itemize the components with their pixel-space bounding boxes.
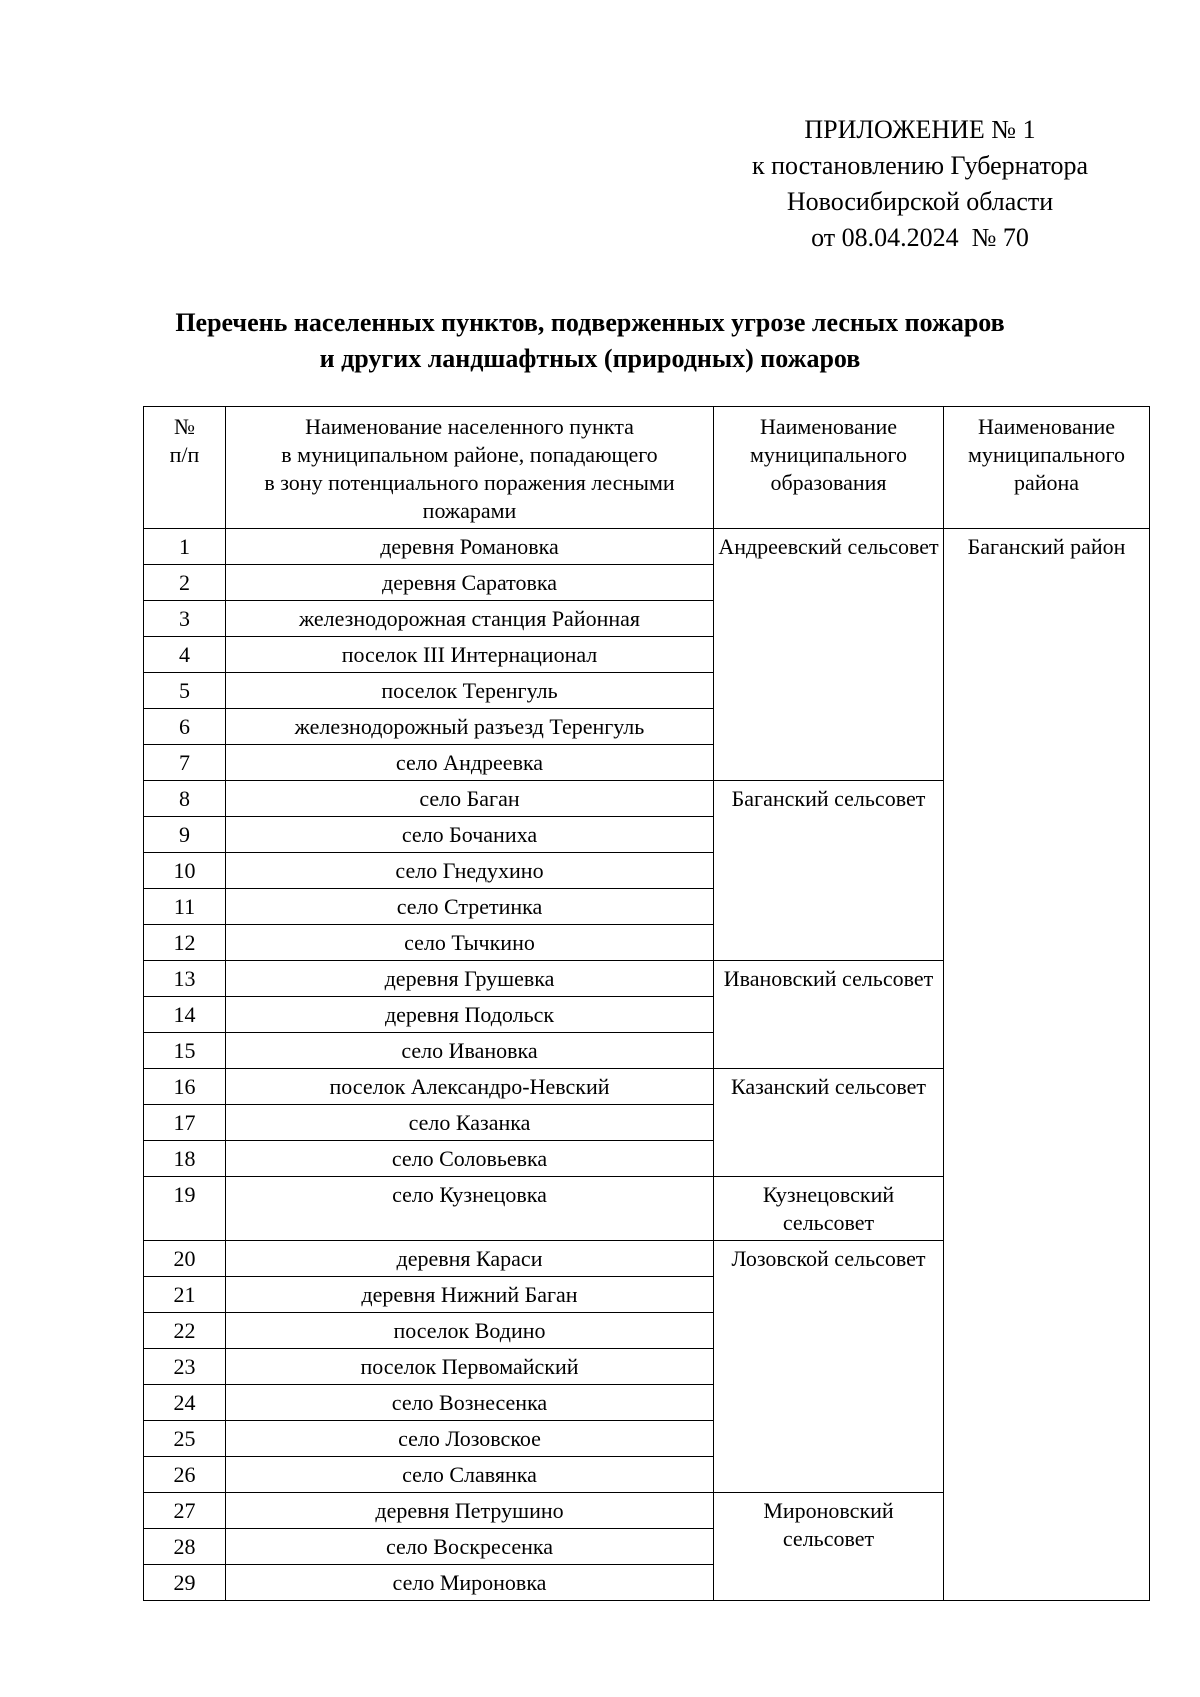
header-line: района <box>1013 470 1080 495</box>
title-line: Перечень населенных пунктов, подверженных угрозе лесных пожаров <box>175 308 1005 337</box>
settlement-name: деревня Грушевка <box>226 961 714 997</box>
row-number: 14 <box>144 997 226 1033</box>
row-number: 27 <box>144 1493 226 1529</box>
settlement-name: деревня Нижний Баган <box>226 1277 714 1313</box>
settlement-name: село Андреевка <box>226 745 714 781</box>
row-number: 20 <box>144 1241 226 1277</box>
header-line: Наименование <box>977 414 1116 439</box>
header-municipal-district <box>944 407 1150 529</box>
settlement-name: поселок III Интернационал <box>226 637 714 673</box>
municipal-formation: Мироновский сельсовет <box>714 1493 944 1601</box>
row-number: 15 <box>144 1033 226 1069</box>
settlement-name: село Стретинка <box>226 889 714 925</box>
settlement-name: село Гнедухино <box>226 853 714 889</box>
row-number: 19 <box>144 1177 226 1241</box>
row-number: 13 <box>144 961 226 997</box>
settlement-name: поселок Александро-Невский <box>226 1069 714 1105</box>
row-number: 4 <box>144 637 226 673</box>
settlements-table <box>143 406 1150 1601</box>
settlement-name: село Вознесенка <box>226 1385 714 1421</box>
municipal-formation: Баганский сельсовет <box>714 781 944 961</box>
row-number: 2 <box>144 565 226 601</box>
header-line: образования <box>770 470 887 495</box>
settlement-name: село Ивановка <box>226 1033 714 1069</box>
row-number: 26 <box>144 1457 226 1493</box>
row-number: 10 <box>144 853 226 889</box>
row-number: 21 <box>144 1277 226 1313</box>
settlement-name: деревня Караси <box>226 1241 714 1277</box>
settlement-name: поселок Водино <box>226 1313 714 1349</box>
municipal-formation: Андреевский сельсовет <box>714 529 944 781</box>
row-number: 9 <box>144 817 226 853</box>
table-row <box>144 529 1150 565</box>
header-num <box>144 407 226 529</box>
row-number: 12 <box>144 925 226 961</box>
settlement-name: деревня Петрушино <box>226 1493 714 1529</box>
row-number: 11 <box>144 889 226 925</box>
row-number: 5 <box>144 673 226 709</box>
header-line: п/п <box>169 442 200 467</box>
municipal-formation: Кузнецовский сельсовет <box>714 1177 944 1241</box>
row-number: 8 <box>144 781 226 817</box>
settlement-name: деревня Романовка <box>226 529 714 565</box>
municipal-formation: Ивановский сельсовет <box>714 961 944 1069</box>
header-settlement-name <box>226 407 714 529</box>
title-line: и других ландшафтных (природных) пожаров <box>319 344 861 373</box>
table-body <box>144 529 1150 1601</box>
appendix-line: ПРИЛОЖЕНИЕ № 1 <box>804 115 1036 144</box>
header-municipal-formation <box>714 407 944 529</box>
document-title <box>60 305 1120 377</box>
municipal-formation: Казанский сельсовет <box>714 1069 944 1177</box>
settlement-name: село Славянка <box>226 1457 714 1493</box>
settlement-name: село Казанка <box>226 1105 714 1141</box>
settlement-name: железнодорожный разъезд Теренгуль <box>226 709 714 745</box>
header-line: Наименование населенного пункта <box>305 414 634 439</box>
row-number: 25 <box>144 1421 226 1457</box>
header-line: пожарами <box>422 498 517 523</box>
settlement-name: село Соловьевка <box>226 1141 714 1177</box>
header-line: в муниципальном районе, попадающего <box>281 442 658 467</box>
header-line: муниципального <box>967 442 1125 467</box>
row-number: 18 <box>144 1141 226 1177</box>
municipal-district: Баганский район <box>944 529 1150 1601</box>
row-number: 28 <box>144 1529 226 1565</box>
appendix-line: к постановлению Губернатора <box>751 151 1089 180</box>
row-number: 22 <box>144 1313 226 1349</box>
row-number: 23 <box>144 1349 226 1385</box>
settlement-name: село Лозовское <box>226 1421 714 1457</box>
appendix-header <box>690 112 1150 256</box>
appendix-line: от 08.04.2024 № 70 <box>811 223 1029 252</box>
settlement-name: село Бочаниха <box>226 817 714 853</box>
row-number: 16 <box>144 1069 226 1105</box>
settlement-name: село Баган <box>226 781 714 817</box>
municipal-formation: Лозовской сельсовет <box>714 1241 944 1493</box>
header-line: муниципального <box>749 442 907 467</box>
table-header-row <box>144 407 1150 529</box>
settlement-name: деревня Саратовка <box>226 565 714 601</box>
settlement-name: село Мироновка <box>226 1565 714 1601</box>
settlement-name: железнодорожная станция Районная <box>226 601 714 637</box>
row-number: 3 <box>144 601 226 637</box>
row-number: 17 <box>144 1105 226 1141</box>
header-line: Наименование <box>759 414 898 439</box>
settlement-name: село Кузнецовка <box>226 1177 714 1241</box>
row-number: 29 <box>144 1565 226 1601</box>
settlement-name: село Тычкино <box>226 925 714 961</box>
appendix-line: Новосибирской области <box>786 187 1054 216</box>
row-number: 24 <box>144 1385 226 1421</box>
row-number: 1 <box>144 529 226 565</box>
header-line: № <box>174 414 195 439</box>
settlement-name: поселок Теренгуль <box>226 673 714 709</box>
settlement-name: село Воскресенка <box>226 1529 714 1565</box>
header-line: в зону потенциального поражения лесными <box>264 470 675 495</box>
settlement-name: деревня Подольск <box>226 997 714 1033</box>
row-number: 6 <box>144 709 226 745</box>
settlement-name: поселок Первомайский <box>226 1349 714 1385</box>
row-number: 7 <box>144 745 226 781</box>
